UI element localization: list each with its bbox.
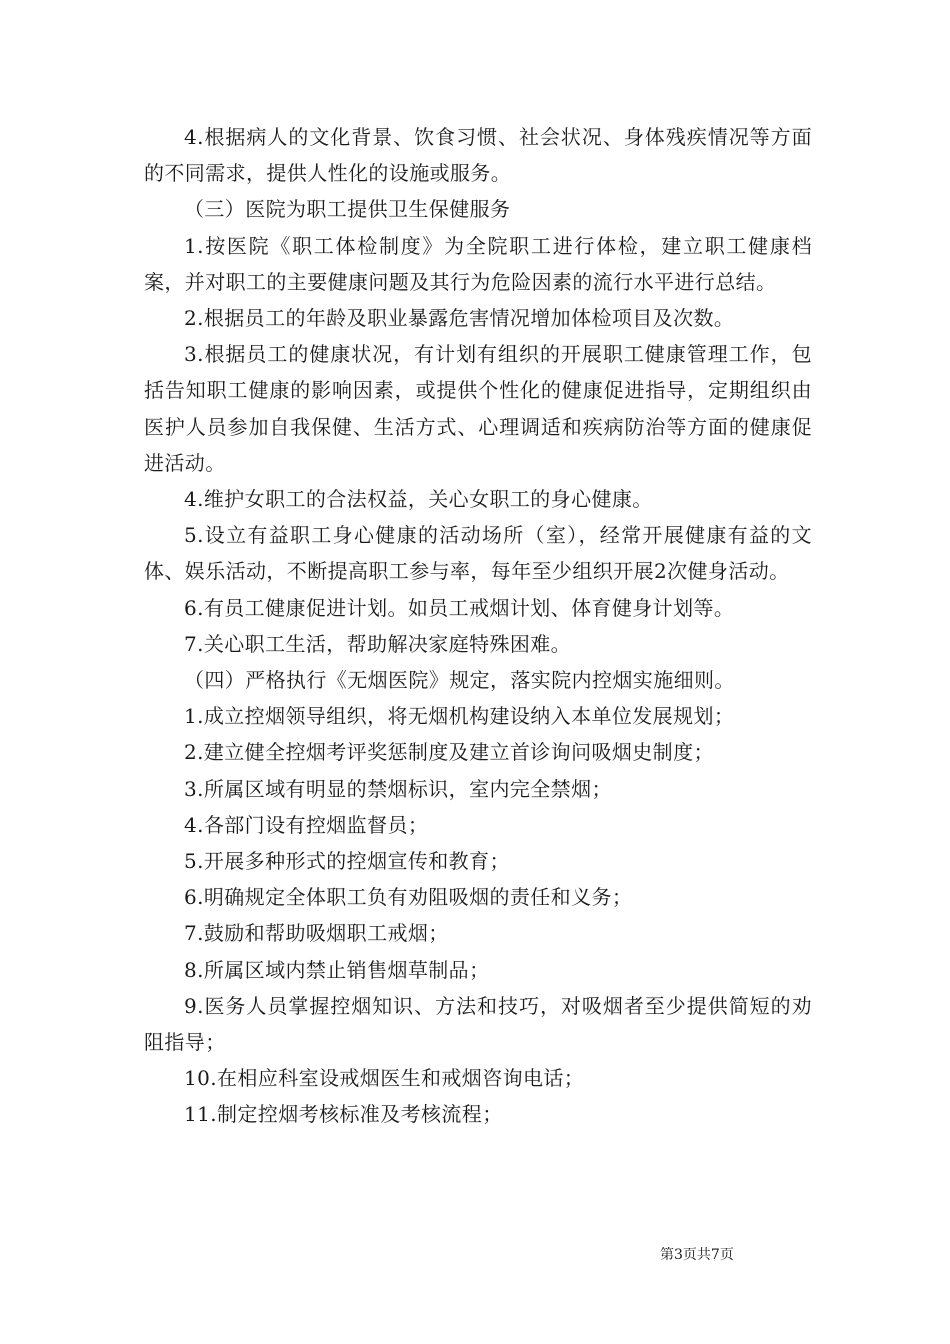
paragraph-8: 6.有员工健康促进计划。如员工戒烟计划、体育健身计划等。 (184, 595, 735, 620)
paragraph-16: 6.明确规定全体职工负有劝阻吸烟的责任和义务； (184, 885, 633, 910)
paragraph-3: 1.按医院《职工体检制度》为全院职工进行体检，建立职工健康档案，并对职工的主要健康问题及其行为危险因素的流行水平进行总结。 (144, 233, 812, 294)
paragraph-17: 7.鼓励和帮助吸烟职工戒烟； (184, 921, 449, 946)
paragraph-11: 1.成立控烟领导组织，将无烟机构建设纳入本单位发展规划； (184, 704, 735, 729)
paragraph-12: 2.建立健全控烟考评奖惩制度及建立首诊询问吸烟史制度； (184, 740, 714, 765)
section-heading-3: （三）医院为职工提供卫生保健服务 (184, 197, 511, 222)
paragraph-5: 3.根据员工的健康状况，有计划有组织的开展职工健康管理工作，包括告知职工健康的影响因素，或提供个性化的健康促进指导，定期组织由医护人员参加自我保健、生活方式、心理调适和疾病防治等方面的健康促进活动。 (144, 342, 812, 475)
paragraph-18: 8.所属区域内禁止销售烟草制品； (184, 957, 490, 982)
paragraph-4: 2.根据员工的年龄及职业暴露危害情况增加体检项目及次数。 (184, 306, 735, 331)
paragraph-1: 4.根据病人的文化背景、饮食习惯、社会状况、身体残疾情况等方面的不同需求，提供人性化的设施或服务。 (144, 125, 812, 186)
paragraph-19: 9.医务人员掌握控烟知识、方法和技巧，对吸烟者至少提供简短的劝阻指导； (144, 993, 812, 1055)
paragraph-7: 5.设立有益职工身心健康的活动场所（室），经常开展健康有益的文体、娱乐活动，不断提高职工参与率，每年至少组织开展2次健身活动。 (144, 523, 812, 584)
document-body (144, 119, 812, 1133)
paragraph-13: 3.所属区域有明显的禁烟标识，室内完全禁烟； (184, 776, 612, 801)
paragraph-6: 4.维护女职工的合法权益，关心女职工的身心健康。 (184, 487, 653, 512)
paragraph-15: 5.开展多种形式的控烟宣传和教育； (184, 849, 510, 874)
paragraph-9: 7.关心职工生活，帮助解决家庭特殊困难。 (184, 631, 572, 656)
paragraph-21: 11.制定控烟考核标准及考核流程； (184, 1102, 503, 1127)
paragraph-20: 10.在相应科室设戒烟医生和戒烟咨询电话； (184, 1066, 585, 1091)
page-number-footer: 第3页共7页 (660, 1247, 734, 1263)
paragraph-14: 4.各部门设有控烟监督员； (184, 812, 429, 837)
section-heading-4: （四）严格执行《无烟医院》规定，落实院内控烟实施细则。 (184, 668, 735, 693)
